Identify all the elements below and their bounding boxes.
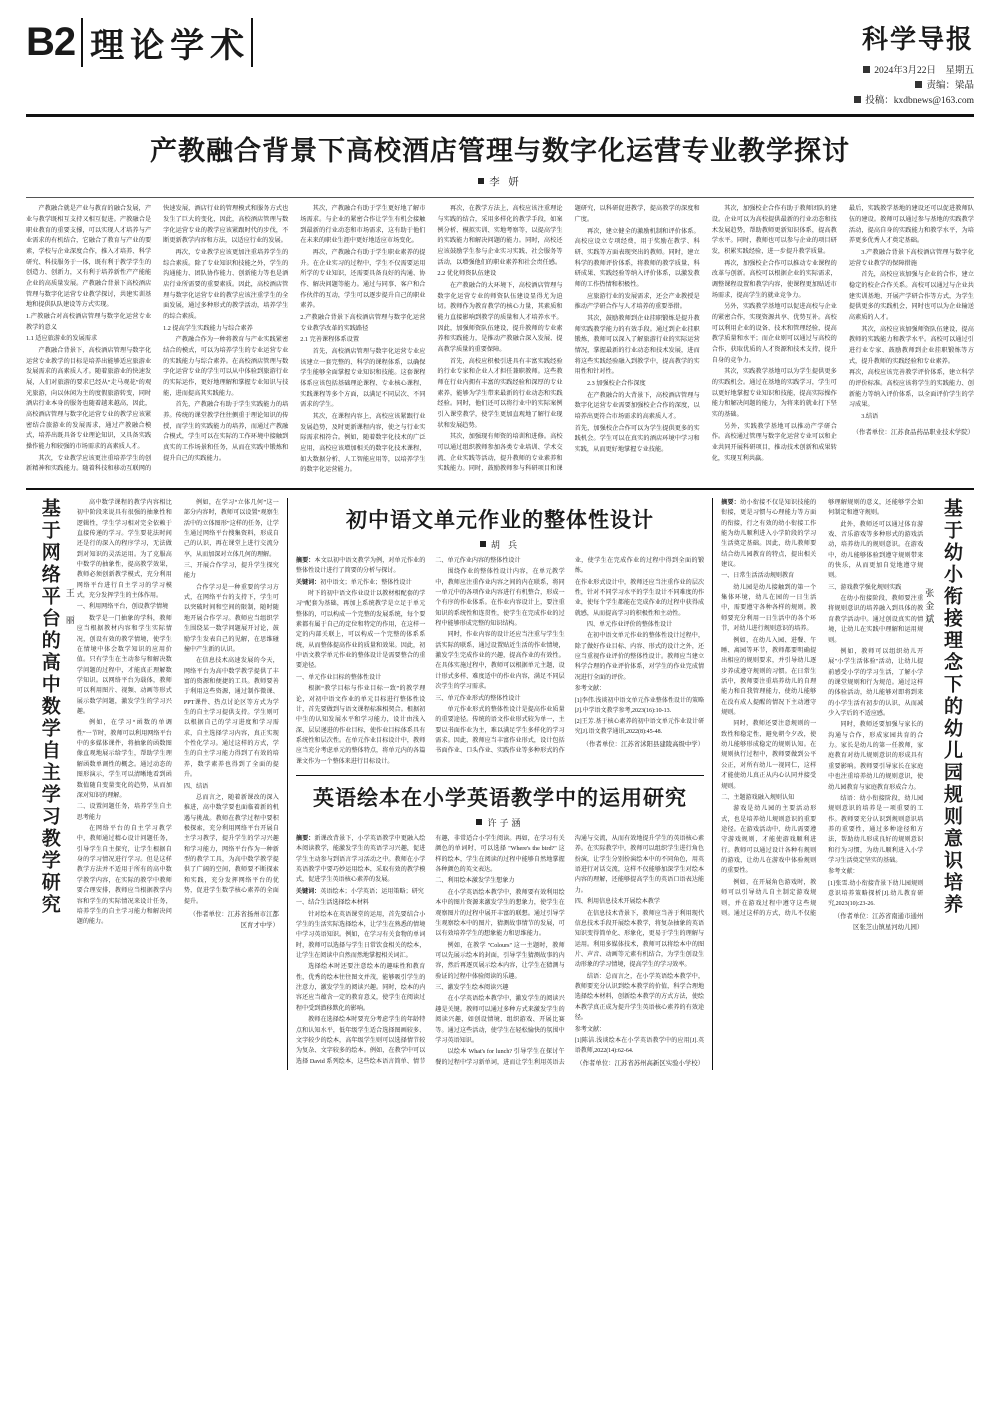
main-article-signature: （作者单位：江苏食品药品职业技术学院）	[852, 428, 974, 436]
paragraph: 教师在选择绘本时要充分考虑学生的年龄特点和认知水平，低年级学生适合选择图画较多、文字较少的绘本，高年级学生则可以选择情节较为复杂、文字较多的绘本。例如，在教学中可以选择 David 系列绘本，这些绘本语言简单、情节有趣，非常适合小学生阅读。再如，在学习有关颜色的单词时，可以选择 "Where's the bird?" 这样的绘本，学生在阅读的过程中能够自然地掌握各种颜色的英文表达。	[295, 836, 565, 1065]
article-mid-top-author: 胡 兵	[490, 539, 521, 550]
article-mid-top-body	[296, 556, 704, 767]
paragraph: 总而言之，随着新课改的深入推进，高中数学要也面临着新的机遇与挑战。教师在教学过程中要积极探索，充分利用网络平台开展自主学习教学，提升学生的学习兴趣和学习能力，网络平台作为一种新型的教学工具，为高中数学教学提供了广阔的空间，教师要不断探索和实践，充分发挥网络平台的优势，促进学生数学核心素养的全面提升。	[183, 794, 279, 905]
paragraph: 再次，加强校企合作可以推动专业课程的改革与创新。高校可以根据企业的实际需求，调整课程设置和教学内容，使课程更加贴近市场需求，提高学生的就业竞争力。	[711, 259, 837, 299]
paragraph: 幼儿园是幼儿接触到的第一个集体环境，幼儿在园的一日生活中，需要遵守各种各样的规则。教师要充分利用一日生活中的各个环节，对幼儿进行规则意识的培养。	[721, 584, 817, 633]
main-article-body	[26, 204, 974, 475]
subheading: 四、结语	[183, 783, 209, 790]
paragraph: 此外，教师还可以通过体育游戏、音乐游戏等多种形式的游戏活动，培养幼儿的规则意识。在游戏中，幼儿能够体验到遵守规则带来的快乐，从而更加自觉地遵守规则。	[828, 521, 924, 580]
paragraph: 首先，产教融合有助于学生实践能力的培养。传统的课堂教学往往侧重于理论知识的传授，而学生的实践能力的培养，而通过产教融合模式，学生可以在实际的工作环境中接触到真实的工作场景和任务，从而在实践中锻炼和提升自己的实践能力。	[163, 401, 289, 462]
section-title	[81, 18, 253, 67]
paragraph: 另外，实践教学基地可以促进高校与企业的紧密合作，实现资源共享、优势互补。高校可以利用企业的设备、技术和管理经验，提高教学质量和水平；而企业则可以通过与高校的合作，获取优质的人才资源和技术支持，提升自身的竞争力。	[711, 303, 837, 364]
keywords	[296, 578, 425, 588]
paragraph: 游戏是幼儿园的主要活动形式，也是培养幼儿规则意识的重要途径。在游戏活动中，幼儿需要遵守游戏规则，才能使游戏顺利进行。教师可以通过设计各种有规则的游戏，让幼儿在游戏中体验规则的重要性。	[721, 806, 817, 875]
divider	[296, 775, 704, 776]
paragraph: 例如，在学习“立体几何”这一部分内容时，教师可以设置“观察生活中的立体图形”这样的任务，让学生通过网络平台搜集资料，形成自己的认识，再在课堂上进行交流分享，从而加深对立体几何的理解。	[183, 499, 279, 558]
article-right	[713, 498, 974, 1070]
article-middle-group	[287, 498, 713, 1070]
paragraph: 同时，作业内容的设计还应当注重与学生生活实际的联系，通过设置贴近生活的作业情境，激发学生完成作业的兴趣，提高作业的有效性。在具体实施过程中，教师可以根据单元主题，设计形式多样、难度适中的作业内容，满足不同层次学生的学习需求。	[435, 632, 565, 691]
abstract	[721, 498, 816, 571]
paragraph: 同时，教师还要注意规则的一致性和稳定性，避免朝令夕改，使幼儿能够形成稳定的规则认知。在规则执行过程中，教师要做到公平公正，对所有幼儿一视同仁，这样才能使幼儿真正从内心认同并接受规则。	[721, 721, 817, 790]
article-left-body	[77, 498, 279, 1070]
paragraph: 例如，在教学 "Colours" 这一主题时，教师可以先展示绘本的封面，引导学生猜测故事的内容，然后再逐页展示绘本内容，让学生在猜测与验证的过程中体验阅读的乐趣。	[435, 942, 565, 980]
issue-date: 2024年3月22日 星期五	[874, 66, 974, 77]
paragraph: 在小学英语绘本教学中，激发学生的阅读兴趣是关键。教师可以通过多种方式来激发学生的阅读兴趣，如创设情境、组织游戏、开展比赛等。通过这些活动，使学生在轻松愉快的氛围中学习英语知识。	[435, 996, 565, 1044]
subheading: 二、设置问题任务，培养学生自主思考能力	[76, 804, 172, 821]
article-mid-top-byline	[296, 538, 704, 551]
paragraph: 在幼小衔接阶段，教师要注重将规则意识的培养融入到具体的教育教学活动中。通过创设真实的情境，让幼儿在实践中理解和运用规则。	[828, 596, 924, 644]
main-article	[26, 129, 974, 481]
article-right-body	[721, 498, 923, 1070]
paragraph: 选择绘本时还要注意绘本的趣味性和教育性，优秀的绘本往往图文并茂，能够吸引学生的注意力，激发学生的阅读兴趣。同时，绘本的内容还应当蕴含一定的教育意义，使学生在阅读过程中受到潜移默化的影响。	[295, 964, 426, 1012]
paragraph: 单元作业形式的整体性设计是提高作业质量的重要途径。传统的语文作业形式较为单一，主要以书面作业为主，难以满足学生多样化的学习需求。因此，教师应当丰富作业形式，设计包括书面作业、口头作业、实践作业等多种形式的作业，使学生在完成作业的过程中得到全面的锻炼。	[435, 557, 705, 755]
paragraph: 例如，教师可以组织幼儿开展"小学生活体验"活动，让幼儿提前感受小学的学习生活，了解小学的课堂规则和行为规范。通过这样的体验活动，幼儿能够对即将到来的小学生活有初步的认识，从而减少入学后的不适应感。	[828, 648, 924, 718]
divider	[26, 197, 974, 198]
article-left-title: 基于网络平台的高中数学自主学习教学研究	[38, 497, 61, 916]
references-label: 参考文献：	[574, 686, 606, 693]
subheading: 三、游戏教学强化规则实践	[828, 584, 902, 591]
paragraph: 首先，高校应该加强与企业的合作，建立稳定的校企合作关系。高校可以通过与企业共建实训基地、开展产学研合作等方式，为学生提供更多的实践机会，同时也可以为企业输送高素质的人才。	[848, 271, 974, 322]
masthead-left	[26, 18, 253, 67]
article-mid-top-signature: （作者单位：江苏省沭阳县建陵高级中学）	[582, 741, 705, 749]
paragraph: 其次，产教融合有助于学生更好地了解市场需求。与企业的紧密合作让学生有机会接触到最新的行业动态和市场需求，这有助于他们在未来的职业生涯中更好地适应市场变化。	[300, 205, 426, 245]
keywords-text: 初中语文；单元作业；整体性设计	[320, 579, 412, 586]
masthead-right	[854, 18, 974, 108]
byline-marker-icon	[476, 819, 482, 825]
article-left-author: 王 丽	[64, 587, 75, 628]
paragraph: 其次，加强现有师资的培训和进修。高校可以通过组织教师参加各类专业培训、学术交流、企业实践等活动，提升教师的专业素养和实践能力。同时，鼓励教师参与科研项目和课题研究，以科研促进教学，提高教学的深度和广度。	[437, 205, 700, 473]
subheading: 一、利用网络平台，创设教学情境	[76, 604, 169, 611]
article-mid-bottom-author: 许子涵	[487, 818, 524, 829]
paragraph: 例如，在幼儿入园、进餐、午睡、离园等环节，教师都要明确提出相应的规则要求，并引导幼儿逐步养成遵守规则的习惯。在日常生活中，教师要注重培养幼儿的自理能力和自我管理能力，使幼儿能够在没有成人提醒的情况下主动遵守规则。	[721, 637, 817, 717]
reference-item: [2]王芳.基于核心素养的初中语文单元作业设计研究[J].语文教学通讯,2022(8):45-48.	[574, 718, 705, 736]
section-char-3: 术	[210, 26, 245, 66]
paragraph: 在产教融合的大环境下，高校酒店管理与数字化运营专业的师资队伍建设显得尤为迫切。教师作为教育教学的核心力量，其素质和能力直接影响到教学的质量和人才培养水平。因此，加强师资队伍建设，提升教师的专业素养和实践能力，是推动产教融合深入发展、提高教学质量的重要保障。	[437, 282, 563, 353]
editor-line: 责编：梁晶	[926, 81, 974, 92]
paragraph: 例如，在开展角色游戏时，教师可以引导幼儿自主制定游戏规则，并在游戏过程中遵守这些规则。通过这样的方式，幼儿不仅能够理解规则的意义，还能够学会如何制定和遵守规则。	[721, 499, 924, 917]
subheading: 一、日常生活活动规则教育	[721, 573, 795, 580]
paragraph: 其次，实践教学基地可以为学生提供更多的实践机会。通过在基地的实践学习，学生可以更好地掌握专业知识和技能，提高实际操作能力和解决问题的能力，为将来的就业打下坚实的基础。	[711, 368, 837, 418]
paragraph: 再次，建立健全的激励机制和评价体系。高校应设立专项经费，用于奖励在教学、科研、实践等方面表现突出的教师。同时，建立科学的教师评价体系，将教师的教学质量、科研成果、实践经验等纳入评价体系，以激发教师的工作热情和积极性。	[574, 227, 700, 289]
lower-band	[26, 488, 974, 1070]
bullet-icon	[863, 66, 870, 73]
section-char-2: 学	[170, 26, 205, 66]
byline-marker-icon	[480, 541, 486, 547]
subheading: 最后，实践教学基地的建设还可以促进教师队伍的建设。教师可以通过参与基地的实践教学活动，提高自身的实践能力和教学水平，为培养更多优秀人才奠定基础。	[848, 205, 974, 245]
keywords-label: 关键词：	[295, 888, 321, 895]
article-mid-bottom-byline	[296, 816, 704, 829]
submission-email: 投稿：kxdbnews@163.com	[865, 95, 974, 106]
paragraph: 时下的初中语文作业设计以教材相配套的学习“配套为基础，再加上系统教学是立足于单元整体的，可以构成一个完整的发展系统，每个要素都有属于自己的定位和特定的作用，在这样一定的内部关联上，可以构成一个完整的体系系统，从而整体提高作业的质量和效果。因此，初中语文教学单元作业的整体设计是需要整合的重要途径。	[295, 590, 426, 670]
paragraph: 2.3 加强校企合作深度	[586, 379, 646, 387]
keywords-text: 英语绘本；小学英语；运用策略；研究	[320, 888, 424, 895]
subheading: 2.产教融合背景下高校酒店管理与数字化运营专业教学改革的实践路径	[300, 314, 426, 332]
section-char-0: 理	[90, 26, 125, 66]
article-left	[26, 498, 287, 1070]
masthead-meta	[854, 64, 974, 108]
page-folio: B2	[26, 20, 76, 64]
article-right-author: 张金斌	[924, 587, 935, 627]
abstract-label: 摘要：	[295, 836, 315, 843]
paragraph: 结语：总而言之，在小学英语绘本教学中，教师要充分认识到绘本教学的价值，科学合理地选择绘本材料，创新绘本教学的方式方法，使绘本教学真正成为提升学生英语核心素养的有效途径。	[574, 973, 705, 1022]
keywords-label: 关键词：	[295, 579, 321, 586]
paragraph: 高中数学课程的教学内容相比初中阶段来说具有很强的抽象性和逻辑性，学生学习相对完全依赖于直接传递的学习。学生要花法时间还是行的深入的程序学习，无法做到对知识的灵活运用。为了克服高中数学的抽象性，提高教学效果，教师必须创新教学模式，充分利用网络平台进行自主学习的学习模式，充分发挥学生的主体作用。	[76, 499, 172, 600]
references-label: 参考文献：	[828, 869, 859, 876]
reference-item: [1]陈洁.浅谈绘本在小学英语教学中的应用[J].英语教师,2022(14):62-64.	[574, 1037, 705, 1055]
paragraph: 以绘本 What's for lunch? 引导学生在探讨午餐的过程中学习新单词，进而让学生利用英语去沟通与交流，从而有效地提升学生的英语核心素养。在实际教学中，教师可以组织学生进行角色扮演，让学生分别扮演绘本中的不同角色，用英语进行对话交流，这样不仅能够加深学生对绘本内容的理解，还能够提高学生的英语口语表达能力。	[435, 836, 705, 1066]
main-article-author: 李 妍	[489, 177, 522, 189]
abstract-label: 摘要：	[721, 499, 741, 506]
article-mid-bottom	[296, 782, 704, 1070]
paragraph: 首先，高校酒店管理与数字化运营专业应该建立一套完整的、科学的课程体系，以确保学生能够全面掌握专业知识和技能。这套课程体系应该包括基础理论课程、专业核心课程、实践课程等多个方面，以满足不同层次、不同需求的学生。	[300, 347, 426, 409]
main-article-byline	[26, 174, 974, 189]
paragraph: 在信息技术高速发展的今天，网络平台为高中数学教学提供了丰富的资源和便捷的工具。教师要善于利用这些资源，通过制作微课、PPT课件、热点讨论区等方式为学生的自主学习提供支持。学生则可以根据自己的学习进度和学习需求，自主选择学习内容，真正实现个性化学习。通过这样的方式，学生的自主学习能力得到了有效的培养，数学素养也得到了全面的提升。	[183, 658, 279, 779]
paragraph: 在初中语文单元作业的整体性设计过程中，除了做好作业目标、内容、形式的设计之外，还应当重视作业评价的整体性设计。教师应当建立科学合理的作业评价体系，对学生的作业完成情况进行全面的评价。	[574, 633, 705, 681]
reference-item: [1]李伟.浅谈初中语文单元作业整体性设计的策略[J].中学语文教学参考,2023(16):10-13.	[574, 697, 705, 714]
paragraph: 在信息技术背景下，教师应当善于利用现代信息技术手段开展绘本教学，将复杂抽象的英语知识变得简单化、形象化，更易于学生的理解与运用。利用多媒体技术，教师可以将绘本中的图片、声音、动画等元素有机结合，为学生创设生动形象的学习情境，提高学生的学习效率。	[574, 910, 705, 969]
paragraph: 首先，高校应积极引进具有丰富实践经验的行业专家和企业人才担任兼职教师。这些教师在行业内拥有丰富的实践经验和深厚的专业素养，能够为学生带来最新的行业动态和实践经验。同时，他们还可以将行业中的实际案例引入课堂教学，使学生更加直观地了解行业现状和发展趋势。	[437, 357, 563, 429]
article-mid-bottom-body	[296, 834, 704, 1070]
main-article-headline: 产教融合背景下高校酒店管理与数字化运营专业教学探讨	[150, 136, 850, 168]
subheading: 三、单元作业形式的整体性设计	[435, 695, 521, 702]
subheading: 二、利用绘本激发学生想象力	[435, 878, 515, 885]
article-right-title: 基于幼小衔接理念下的幼儿园规则意识培养	[941, 497, 963, 916]
paragraph: 其次，专业教学应该更注重培养学生的创新精神和实践能力。随着科技和移动互联网的快速发展，酒店行业的管理模式和服务方式也发生了巨大的变化，因此，高校酒店管理与数字化运营专业的教学应该紧跟时代的步伐，不断更新教学内容和方法，以适应行业的发展。	[26, 205, 289, 473]
paragraph: 四、单元作业评价的整体性设计	[586, 622, 673, 629]
paragraph: 数学是一门抽象的学科，教师应当根据教材内容和学生实际情况，创设有效的教学情境，使学生在情境中体会数学知识的应用价值。只有学生在主动参与和解决数学问题的过程中，才能真正理解数学知识。以网络平台为载体，教师可以利用图片、视频、动画等形式展示数学问题，激发学生的学习兴趣。	[76, 615, 172, 716]
abstract-text: 新课改背景下，小学英语教学中更融入绘本阅读教学，能激发学生的英语学习兴趣，促进学生主动参与到语言学习活动之中。教师在小学英语教学中要巧妙运用绘本，采取有效的教学模式，促进学生英语核心素养的发展。	[295, 836, 426, 884]
paragraph: 合作学习是一种重要的学习方式，在网络平台的支持下，学生可以突破时间和空间的限制，随时随地开展合作学习。教师应当组织学生围绕某一数学问题展开讨论，鼓励学生发表自己的见解，在思维碰撞中产生新的认识。	[183, 584, 279, 653]
paragraph: 3.结语	[861, 412, 879, 420]
masthead	[26, 18, 974, 117]
paragraph: 应旅游行业的发展需求，还会产业教授是推动产学研合作与人才培养的重要举措。	[574, 292, 700, 311]
paragraph: 其次，加强校企合作有助于教师团队的建设。企业可以为高校提供最新的行业动态和技术发展趋势，帮助教师更新知识体系，提高教学水平。同时，教师也可以参与企业的项目研发，积累实践经验，进一步提升教学质量。	[711, 205, 837, 256]
references-label: 参考文献：	[574, 1026, 606, 1033]
paragraph: 其次，高校应该加强师资队伍建设，提高教师的实践能力和教学水平。高校可以通过引进行业专家、鼓励教师到企业挂职锻炼等方式，提升教师的实践经验和专业素养。	[848, 325, 974, 365]
article-mid-top	[296, 504, 704, 767]
subheading: 2.2 优化师资队伍建设	[437, 270, 497, 278]
subheading: 一、结合生活选择绘本材料	[295, 900, 370, 907]
subheading: 1.产教融合对高校酒店管理与数字化运营专业教学的意义	[26, 313, 152, 331]
article-mid-top-title: 初中语文单元作业的整体性设计	[346, 506, 654, 532]
paragraph: 同时，教师还要加强与家长的沟通与合作，形成家园共育的合力。家长是幼儿的第一任教师，家庭教育对幼儿规则意识的形成具有重要影响。教师要引导家长在家庭中也注重培养幼儿的规则意识，使幼儿园教育与家庭教育形成合力。	[828, 722, 924, 791]
paper-brand: 科学导报	[861, 25, 974, 55]
paragraph: 产教融合就是产业与教育的融合发展，产业与教学既相互支持又相互促进。产教融合是职业教育的重要支撑，可以实现人才培养与产业需求的有机结合，它融合了教育与产业的要素，学校与企业深度合作，推入才培养、科学研究、科技服务于一体，既有利于教学学生的创造力、创新力，又有利于培养新性产产能能企业的高质量发展。产教融合背景下高校酒店管理与数字化运营专业教学探讨，共建实训基地和提供队队建设等方式实现。	[26, 205, 152, 309]
bullet-icon	[915, 81, 922, 88]
article-mid-bottom-title: 英语绘本在小学英语教学中的运用研究	[313, 785, 687, 811]
paragraph: 另外，实践教学基地可以推动产学研合作。高校通过管理与数字化运营专业可以和企业共同开展科研项目，推动技术创新和成果转化，实现互利共赢。	[711, 422, 837, 462]
paragraph: 围绕作业的整体性设计内容，在单元教学中，教师应注重作业内容之间的内在联系，将同一单元中的各项作业内容进行有机整合，形成一个有序的作业体系。在作业内容设计上，要注重知识的系统性和连贯性，使学生在完成作业的过程中能够形成完整的知识结构。	[435, 569, 565, 628]
abstract	[296, 834, 425, 886]
paragraph: 再次，在教学方法上，高校应该注重理论与实践的结合，采用多样化的教学手段，如案例分析、模拟实训、实地考察等，以提高学生的实践能力和解决问题的能力。同时，高校还应该鼓励学生参与企业实习实践、社会服务等活动，以增强他们的职业素养和社会责任感。	[437, 205, 563, 266]
subheading: 三、开展合作学习，提升学生探究能力	[183, 563, 279, 580]
subheading: 二、主题游戏融入规则认知	[721, 794, 795, 801]
paragraph: 3.产教融合背景下高校酒店管理与数字化运营专业教学的保障措施	[848, 249, 974, 267]
paragraph: 再次，专业教学应该更加注重培养学生的综合素质。除了专业知识和技能之外，学生的沟通能力、团队协作能力、创新能力等也是酒店行业所需要的重要素质。因此，高校酒店管理与数字化运营专业的教学应该注重学生的全面发展，通过多种形式的教学活动，培养学生的综合素质。	[163, 249, 289, 321]
subheading: 在作业形式设计中，教师还应当注重作业的层次性，针对不同学习水平的学生设计不同难度的作业，使每个学生都能在完成作业的过程中获得成就感，从而提高学习的积极性和主动性。	[574, 579, 705, 617]
subheading: 2.1 完善课程体系设置	[300, 336, 360, 344]
bullet-icon	[854, 96, 861, 103]
paragraph: 再次，产教融合有助于学生职业素养的提升。在企业实习的过程中，学生不仅需要运用所学的专业知识，还需要具备良好的沟通、协作、解决问题等能力。通过与同事、客户和合作伙伴的互动，学生可以逐步提升自己的职业素养。	[300, 249, 426, 310]
article-mid-bottom-signature: （作者单位：江苏省苏州高新区实验小学校）	[576, 1060, 705, 1068]
paragraph: 例如，在学习“函数的单调性”一节时，教师可以利用网络平台中的多媒体课件，将抽象的函数图像直观地展示给学生，帮助学生理解函数单调性的概念。通过动态的图形演示，学生可以清晰地看到函数值随自变量变化的趋势，从而加深对知识的理解。	[76, 720, 172, 799]
paragraph: 产教融合作为一种将教育与产业实践紧密结合的模式，可以为培养学生的专业运营专业的实践能力与综合素养。在高校酒店管理与数字化运营专业的学生可以从中体验到旅游行业的实际运作，更好地理解和掌握专业知识与技能，进而提高其实践能力。	[163, 336, 289, 397]
subheading: 二、单元作业内容的整体性设计	[435, 557, 521, 564]
subheading: 一、单元作业目标的整体性设计	[295, 674, 382, 681]
section-char-1: 论	[130, 26, 165, 66]
paragraph: 在小学英语绘本教学中，教师要有效利用绘本中的图片资源来激发学生的想象力，使学生在观察图片的过程中展开丰富的联想。通过引导学生观察绘本中的图片，猜测故事情节的发展，可以有效培养学生的想象能力和思维能力。	[435, 889, 565, 938]
abstract-text: 幼小衔接不仅是知识技能的衔接，更是习惯与心理能力等方面的衔接，行之有效的幼小衔接工作能为幼儿顺利进入小学阶段的学习生活奠定基础。因此，幼儿教师要结合幼儿园教育的特点，提出相关建议。	[721, 499, 817, 569]
abstract	[296, 556, 425, 577]
paragraph: 产教融合背景下，高校酒店管理与数字化运营专业教学的目标是培养出能够适应旅游业发展需求的高素质人才。随着旅游业的快速发展，人们对旅游的要求已经从“走马观花”的观光旅游，向以休闲为主的度假旅游转变，同时酒店行业本身的服务也随着越来越高，因此，高校酒店管理与数字化运营专业的教学应该紧密结合旅游业的发展需求，通过产教融合模式，培养出既具备专业理论知识，又具备实践操作能力和较强的市场需求的高素质人才。	[26, 346, 152, 450]
paragraph: 根据“教学目标与作业目标一致”的教学理论，对初中语文作业的单元目标进行整体性设计，首先要做到与语文课程标准相契合。根据初中生的认知发展水平和学习能力，设计由浅入深、层层递进的作业目标，使作业目标体系具有系统性和层次性。在单元作业目标设计中，教师应当充分考虑单元的整体特点，将单元内的各篇课文作为一个整体来进行目标设计。	[295, 686, 426, 765]
paragraph: 其次，在课程内容上，高校应该紧跟行业发展趋势，及时更新课程内容，使之与行业实际需求相符合。例如，随着数字化技术的广泛应用，高校应该增加相关的数字化技术课程，如大数据分析、人工智能应用等，以培养学生的数字化运营能力。	[300, 412, 426, 474]
paragraph: 在网络平台的自主学习教学中，教师通过精心设计问题任务，引导学生自主探究，让学生根据自身的学习情况进行学习。但是这样教学方法并不适用于所有的高中数学教学内容，在实际的教学中教师要合理安排，教师应当根据教学内容和学生的实际情况来设计任务，培养学生的自主学习能力和解决问题的能力。	[76, 826, 172, 926]
paragraph: 在产教融合的大背景下，高校酒店管理与数字化运营专业需要加强校企合作的深度，以培养出更符合市场需求的高素质人才。	[574, 391, 700, 420]
subheading: 1.2 提高学生实践能力与综合素养	[163, 324, 253, 332]
byline-marker-icon	[478, 178, 484, 184]
reference-item: [1]张雪.幼小衔接背景下幼儿园规则意识培养策略探析[J].幼儿教育研究,2023(10):23-26.	[828, 880, 924, 908]
abstract-text: 本文以初中语文教学为例，对单元作业的整体性设计进行了简要的分析与探讨。	[295, 557, 426, 575]
subheading: 四、利用信息技术开展绘本教学	[574, 899, 660, 906]
subheading: 1.1 适应旅游业的发展需求	[26, 335, 98, 343]
article-right-signature: （作者单位：江苏省南通市通州区张芝山镇星河幼儿园）	[833, 913, 924, 932]
subheading: 首先，加强校企合作可以为学生提供更多的实践机会。学生可以在真实的酒店环境中学习和实践，从而更好地掌握专业技能。	[574, 424, 700, 453]
paragraph: 结语：幼小衔接阶段，幼儿园规则意识的培养是一项重要的工作。教师要充分认识到规则意识培养的重要性，通过多种途径和方法，帮助幼儿形成良好的规则意识和行为习惯，为幼儿顺利进入小学学习生活奠定坚实的基础。	[828, 795, 924, 865]
subheading: 三、激发学生绘本阅读兴趣	[435, 985, 509, 992]
paragraph: 其次，鼓励教师到企业挂职锻炼是提升教师实践教学能力的有效手段。通过到企业挂职锻炼，教师可以深入了解旅游行业的实际运营情况，掌握最新的行业动态和技术发展，进而将这些实践经验融入到教学中，提高教学的实用性和针对性。	[574, 315, 700, 376]
paragraph: 针对绘本在英语课堂的运用，首先要结合小学生的生活实际选择绘本，让学生在熟悉的情境中学习英语知识。例如，在学习有关食物的单词时，教师可以选择与学生日常饮食相关的绘本，让学生在阅读中自然而然地掌握相关词汇。	[295, 911, 426, 959]
abstract-label: 摘要：	[295, 557, 315, 564]
keywords	[296, 887, 425, 897]
subheading: 再次，高校应该完善教学评价体系，建立科学的评价标准。高校应该将学生的实践能力、创新能力等纳入评价体系，以全面评价学生的学习成果。	[848, 369, 974, 409]
article-left-signature: （作者单位：江苏省扬州市江都区育才中学）	[189, 910, 279, 929]
